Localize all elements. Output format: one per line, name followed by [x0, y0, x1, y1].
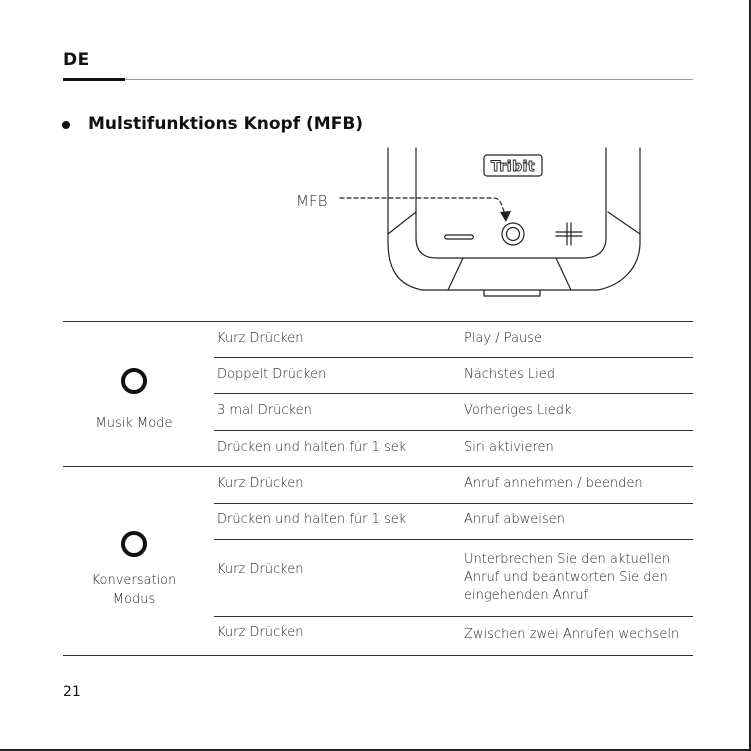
- minus-icon: [447, 235, 471, 239]
- result-cell-line: Unterbrechen Sie den aktuellen: [464, 552, 671, 567]
- action-cell: Drücken und halten für 1 sek: [217, 440, 407, 455]
- result-cell-line: eingehenden Anruf: [464, 588, 589, 603]
- group-divider: [63, 466, 693, 467]
- speaker-illustration: [0, 140, 751, 310]
- action-cell: Kurz Drücken: [217, 476, 304, 491]
- table-bottom-rule: [63, 655, 693, 656]
- band-seam-left: [448, 258, 463, 290]
- tribit-logo-text: Tribit: [490, 159, 536, 175]
- page-number: 21: [63, 684, 81, 700]
- row-divider: [214, 430, 693, 431]
- section-title: Mulstifunktions Knopf (MFB): [88, 114, 364, 134]
- plus-icon: [556, 223, 582, 245]
- mode-label-conversation-line2: Modus: [112, 592, 156, 607]
- band-edge-right: [608, 212, 640, 234]
- row-divider: [214, 393, 693, 394]
- result-cell: Nächstes Lied: [464, 367, 555, 382]
- bullet-icon: [62, 121, 70, 129]
- speaker-foot: [484, 290, 540, 296]
- action-cell: 3 mal Drücken: [217, 403, 312, 418]
- row-divider: [214, 539, 693, 540]
- table-top-rule: [63, 321, 693, 322]
- band-seam-right: [556, 258, 571, 290]
- header-divider: [63, 79, 693, 80]
- row-divider: [214, 616, 693, 617]
- mfb-callout-line: [340, 198, 505, 214]
- result-cell: Vorheriges Liedk: [464, 403, 572, 418]
- row-divider: [214, 357, 693, 358]
- action-cell: Kurz Drücken: [217, 562, 304, 577]
- band-edge-left: [388, 212, 416, 234]
- mfb-button-outer: [502, 223, 524, 245]
- language-code: DE: [63, 50, 90, 70]
- result-cell-line: Anruf und beantworten Sie den: [464, 570, 668, 585]
- mfb-circle-icon: [121, 531, 147, 557]
- result-cell: Zwischen zwei Anrufen wechseln: [464, 627, 680, 642]
- mode-label-music: Musik Mode: [95, 416, 173, 431]
- result-cell: Play / Pause: [464, 331, 542, 346]
- mfb-callout-label: MFB: [296, 192, 328, 210]
- action-cell: Kurz Drücken: [217, 331, 304, 346]
- result-cell: Anruf annehmen / beenden: [464, 476, 643, 491]
- action-cell: Doppelt Drücken: [217, 367, 327, 382]
- callout-arrowhead: [500, 211, 511, 222]
- mfb-button-inner: [507, 228, 520, 241]
- action-cell: Drücken und halten für 1 sek: [217, 512, 407, 527]
- mode-label-conversation-line1: Konversation: [91, 573, 177, 588]
- row-divider: [214, 503, 693, 504]
- mfb-circle-icon: [121, 368, 147, 394]
- action-cell: Kurz Drücken: [217, 625, 304, 640]
- result-cell: Siri aktivieren: [464, 440, 554, 455]
- result-cell: Anruf abweisen: [464, 512, 565, 527]
- header-accent-bar: [63, 78, 125, 81]
